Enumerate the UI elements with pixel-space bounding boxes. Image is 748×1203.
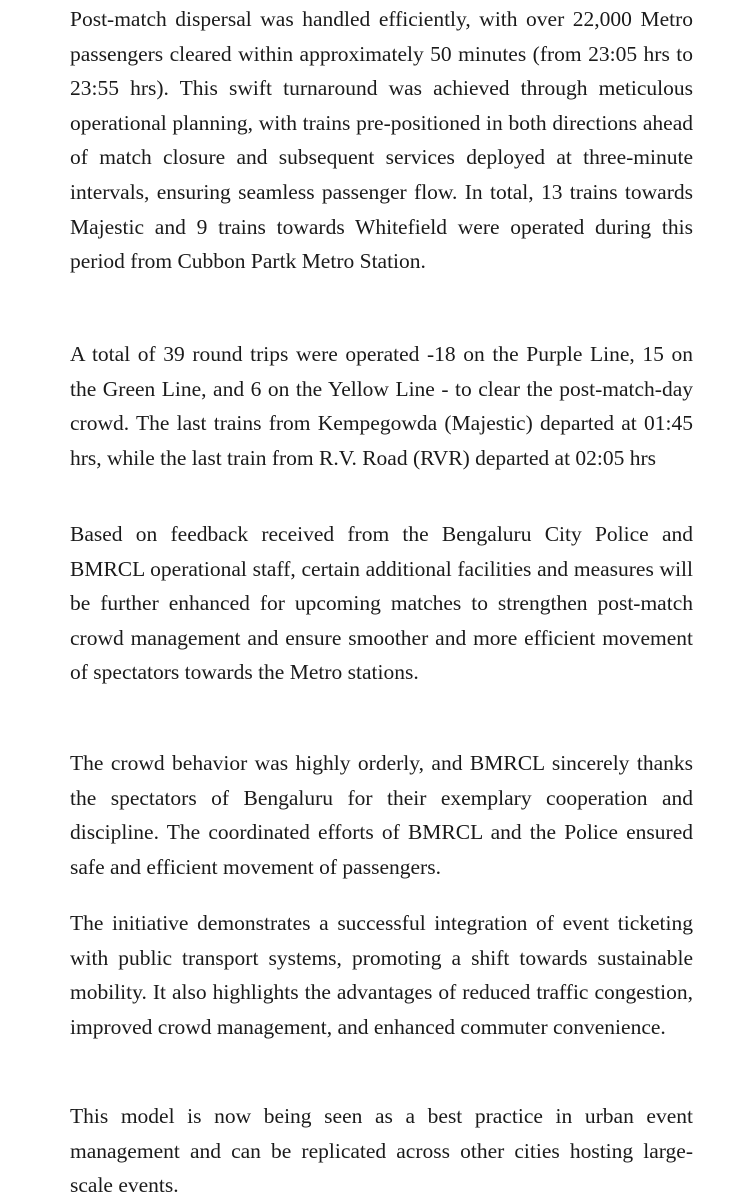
paragraph-crowd-behavior: The crowd behavior was highly orderly, and BMRCL sincerely thanks the spectators of Bengaluru for their exemplary cooperation and discipline. The coordinated efforts of BMRCL and the Police ensured safe and efficient movement of passengers. — [70, 751, 693, 879]
paragraph-round-trips: A total of 39 round trips were operated -18 on the Purple Line, 15 on the Green Line, and 6 on the Yellow Line - to clear the post-match-day crowd. The last trains from Kempegowda (Majestic) departed at 01:45 hrs, while the last train from R.V. Road (RVR) departed at 02:05 hrs — [70, 342, 693, 470]
paragraph-feedback: Based on feedback received from the Bengaluru City Police and BMRCL operational staff, certain additional facilities and measures will be further enhanced for upcoming matches to strengthen post-match crowd management and ensure smoother and more efficient movement of spectators towards the Metro stations. — [70, 522, 693, 685]
paragraph-post-match-dispersal: Post-match dispersal was handled efficiently, with over 22,000 Metro passengers cleared within approximately 50 minutes (from 23:05 hrs to 23:55 hrs). This swift turnaround was achieved through meticulous operational planning, with trains pre-positioned in both directions ahead of match closure and subsequent services deployed at three-minute intervals, ensuring seamless passenger flow. In total, 13 trains towards Majestic and 9 trains towards Whitefield were operated during this period from Cubbon Partk Metro Station. — [70, 7, 693, 274]
paragraph-initiative: The initiative demonstrates a successful integration of event ticketing with public transport systems, promoting a shift towards sustainable mobility. It also highlights the advantages of reduced traffic congestion, improved crowd management, and enhanced commuter convenience. — [70, 911, 693, 1039]
paragraph-best-practice: This model is now being seen as a best practice in urban event management and can be replicated across other cities hosting large-scale events. — [70, 1104, 693, 1198]
